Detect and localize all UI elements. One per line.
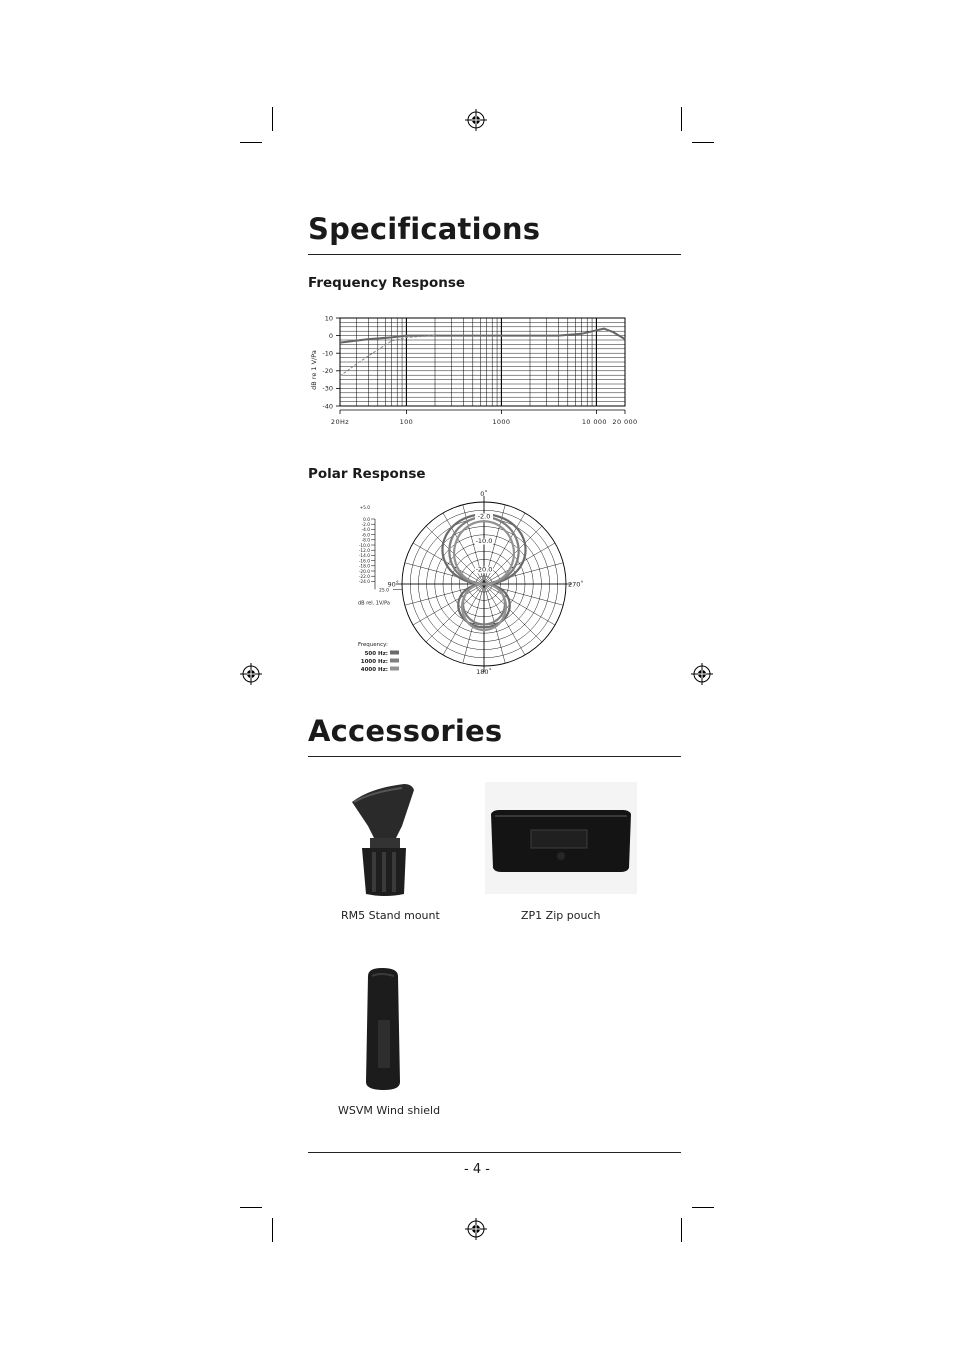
crop-mark [240,1207,262,1208]
crop-mark [681,107,682,131]
footer-rule [308,1152,681,1153]
registration-mark-icon [691,663,713,685]
registration-mark-icon [465,1218,487,1240]
x-tick-label: 10 000 [581,418,607,426]
accessory-caption: ZP1 Zip pouch [521,909,601,922]
scale-tick-label: -10.0 [358,543,370,549]
scale-tick-label: -12.0 [358,549,370,554]
stand-mount-image [340,782,430,900]
crop-mark [240,142,262,143]
legend-label: 4000 Hz: [360,667,388,673]
angle-label: 0˚ [480,490,488,498]
angle-label: 180˚ [476,668,492,676]
x-tick-label: 20Hz [330,418,350,426]
y-tick-label: -20 [322,367,333,376]
x-tick-label: 100 [399,418,414,426]
legend-swatch [390,659,399,663]
scale-tick-label: 0.0 [363,517,370,523]
polar-response-chart [350,490,584,680]
accessories-rule [308,756,681,757]
scale-bottom-label: 25.0 [379,588,390,594]
accessories-title: Accessories [308,714,503,748]
x-tick-label: 20 000 [612,418,638,426]
y-axis-label: dB re 1 V/Pa [310,350,318,390]
page-title: Specifications [308,212,541,246]
scale-tick-label: -22.0 [358,575,370,580]
angle-label: 90˚ [387,580,399,589]
crop-mark [272,1218,273,1242]
legend-swatch [390,651,399,655]
scale-unit: dB rel. 1V/Pa [358,600,390,607]
scale-tick-label: -18.0 [358,564,370,570]
scale-tick-label: -4.0 [361,528,370,534]
accessory-caption: WSVM Wind shield [338,1104,441,1117]
scale-tick-label: -6.0 [361,533,370,539]
x-tick-label: 1000 [492,418,511,426]
crop-mark [692,142,714,143]
chart-grid [340,318,625,410]
page-number: - 4 - [464,1162,490,1177]
frequency-response-chart [300,308,645,433]
registration-mark-icon [465,109,487,131]
polar-scale [358,505,402,607]
scale-tick-label: -14.0 [358,554,370,560]
angle-label: 270˚ [568,580,584,589]
scale-tick-label: -24.0 [358,580,370,586]
crop-mark [681,1218,682,1242]
scale-tick-label: -8.0 [361,538,370,544]
title-rule [308,254,681,255]
frequency-response-heading: Frequency Response [308,275,466,291]
scale-tick-label: +5.0 [359,505,370,511]
registration-mark-icon [240,663,262,685]
zip-pouch-image [485,782,637,894]
y-tick-label: -10 [322,349,333,358]
legend-label: 500 Hz: [364,651,388,657]
ring-label: -2.0 [477,512,491,521]
legend-title: Frequency: [358,642,388,648]
polar-legend [358,642,399,673]
polar-response-heading: Polar Response [308,466,426,482]
scale-tick-label: -2.0 [361,523,370,528]
y-tick-label: -40 [322,402,333,411]
y-tick-label: 10 [324,314,333,323]
y-axis-ticks [322,314,340,410]
scale-tick-label: -16.0 [358,559,370,565]
legend-swatch [390,667,399,671]
crop-mark [692,1207,714,1208]
ring-label: -20.0 [475,565,493,574]
legend-label: 1000 Hz: [360,659,388,665]
crop-mark [272,107,273,131]
wind-shield-image [362,966,404,1092]
x-axis-ticks [331,410,638,426]
y-tick-label: 0 [328,331,333,340]
y-tick-label: -30 [322,384,333,393]
ring-label: -10.0 [475,537,493,545]
accessory-caption: RM5 Stand mount [341,909,440,922]
scale-tick-label: -20.0 [358,569,370,575]
